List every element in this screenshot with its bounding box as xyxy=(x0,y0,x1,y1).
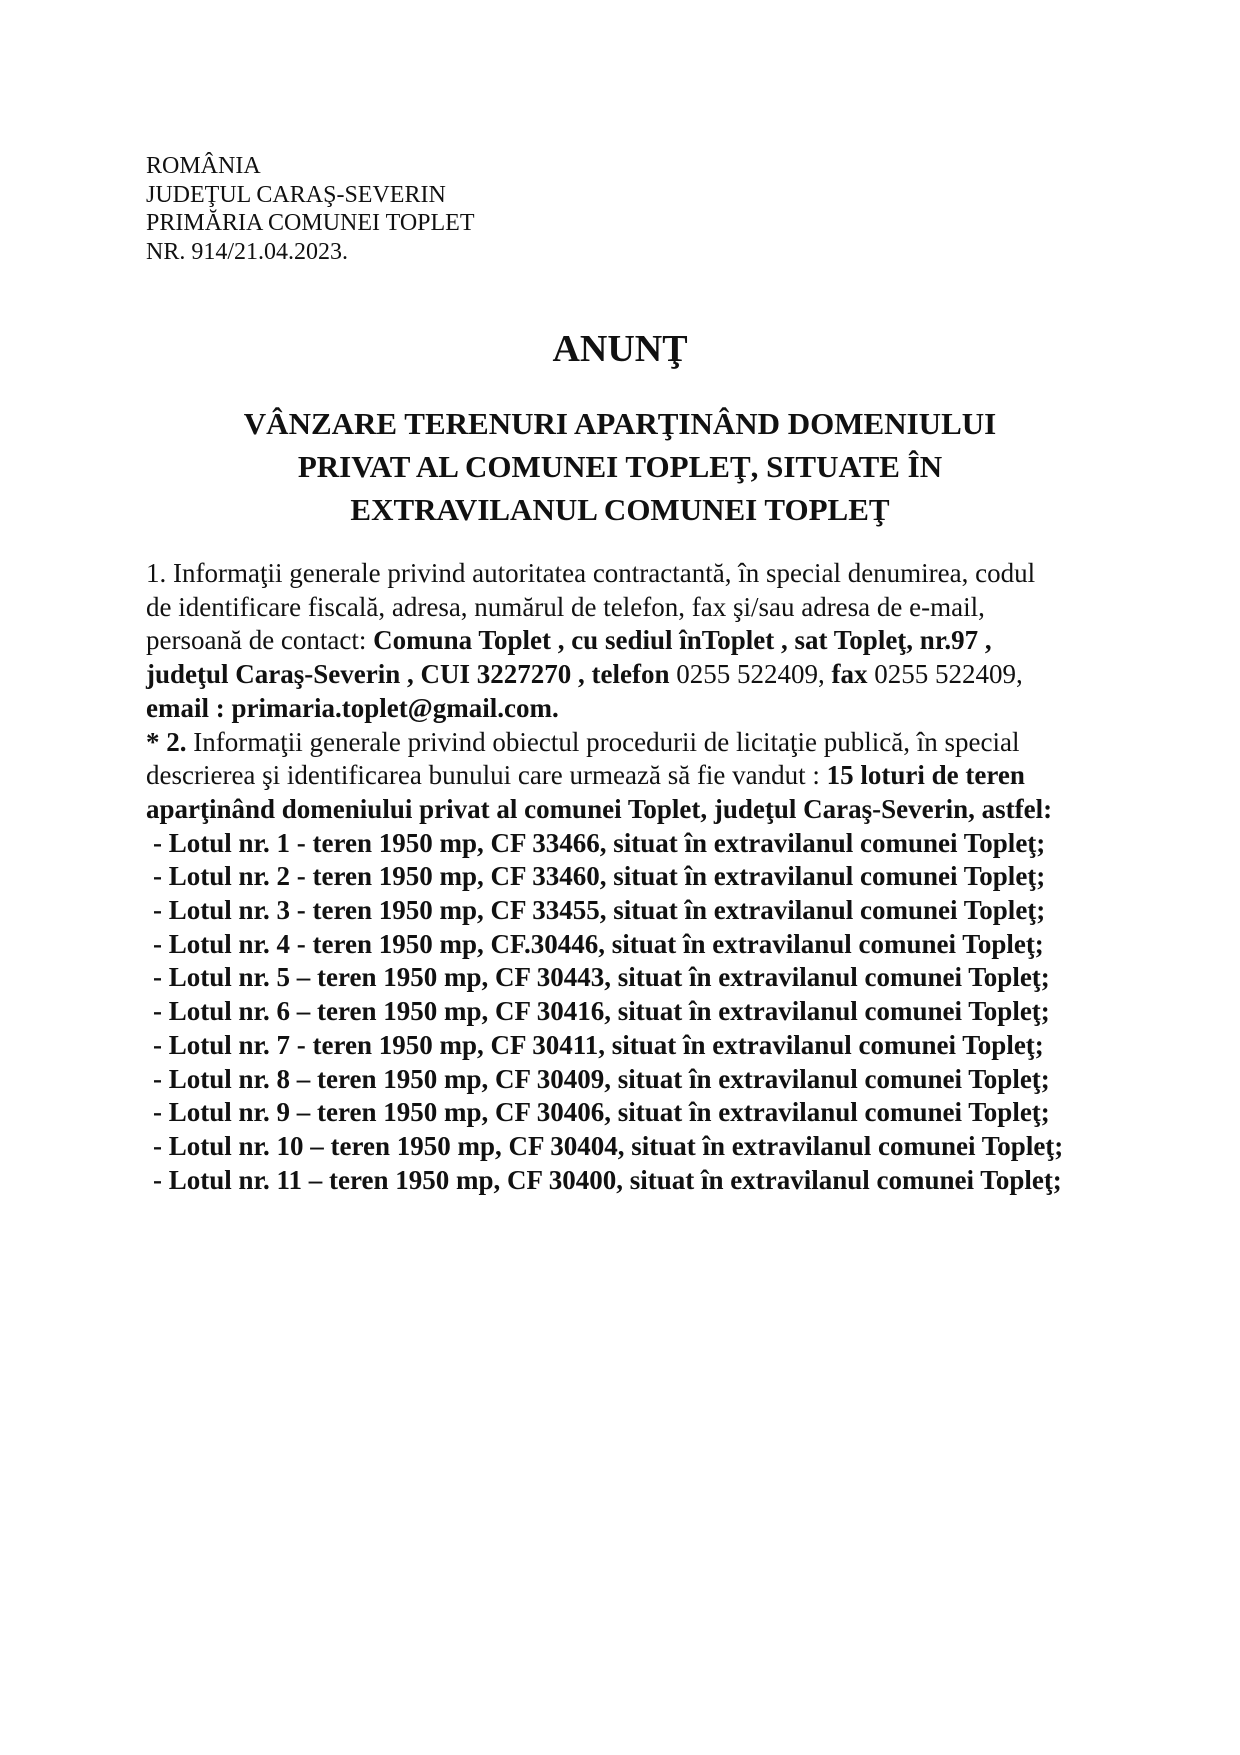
fax-number: 0255 522409, xyxy=(867,659,1023,690)
lot-text: - Lotul nr. 7 - teren 1950 mp, CF 30411, situat în extravilanul comunei Topleţ; xyxy=(153,1029,1044,1060)
country-line: ROMÂNIA xyxy=(146,153,261,179)
section-intro: Informaţii generale privind obiectul procedurii de licitaţie publică, în special descrierea şi identificarea bunului care urmează să fie vandut : xyxy=(146,726,1020,791)
phone-number: 0255 522409, xyxy=(669,659,832,690)
lot-text: - Lotul nr. 8 – teren 1950 mp, CF 30409, situat în extravilanul comunei Topleţ; xyxy=(153,1063,1050,1094)
lot-text: - Lotul nr. 4 - teren 1950 mp, CF.30446, situat în extravilanul comunei Topleţ; xyxy=(153,928,1044,959)
list-item xyxy=(146,827,1066,861)
lot-text: - Lotul nr. 1 - teren 1950 mp, CF 33466, situat în extravilanul comunei Topleţ; xyxy=(153,827,1046,858)
page-title: ANUNŢ xyxy=(552,328,688,370)
list-item xyxy=(146,995,1066,1029)
lot-text: - Lotul nr. 11 – teren 1950 mp, CF 30400, situat în extravilanul comunei Topleţ; xyxy=(153,1164,1062,1195)
lot-text: - Lotul nr. 5 – teren 1950 mp, CF 30443, situat în extravilanul comunei Topleţ; xyxy=(153,962,1050,993)
lot-text: - Lotul nr. 10 – teren 1950 mp, CF 30404, situat în extravilanul comunei Topleţ; xyxy=(153,1130,1064,1161)
list-item xyxy=(146,1164,1066,1198)
list-item xyxy=(146,860,1066,894)
section-intro: 1. Informaţii generale privind autoritatea contractantă, în special denumirea, codul de identificare fiscală, adresa, numărul de telefon, fax şi/sau adresa de e-mail, persoană de contact: xyxy=(146,558,1036,656)
announcement-body xyxy=(146,557,1066,1197)
fax-label: fax xyxy=(831,659,868,690)
subtitle-line: PRIVAT AL COMUNEI TOPLEŢ, SITUATE ÎN xyxy=(297,449,943,484)
list-item xyxy=(146,894,1066,928)
lots-list xyxy=(146,827,1066,1198)
authority-details: Comuna Toplet , cu sediul înToplet , sat Topleţ, nr.97 , judeţul Caraş-Severin , CUI 3227270 , telefon xyxy=(146,625,992,690)
list-item xyxy=(146,1130,1066,1164)
subtitle-line: VÂNZARE TERENURI APARŢINÂND DOMENIULUI xyxy=(243,406,997,441)
section-marker: * 2. xyxy=(146,726,187,757)
lot-text: - Lotul nr. 3 - teren 1950 mp, CF 33455, situat în extravilanul comunei Topleţ; xyxy=(153,895,1046,926)
list-item xyxy=(146,1096,1066,1130)
list-item xyxy=(146,1063,1066,1097)
county-line: JUDEŢUL CARAŞ-SEVERIN xyxy=(146,181,446,208)
email-address: email : primaria.toplet@gmail.com. xyxy=(146,692,559,723)
list-item xyxy=(146,928,1066,962)
lot-text: - Lotul nr. 9 – teren 1950 mp, CF 30406, situat în extravilanul comunei Topleţ; xyxy=(153,1097,1050,1128)
lot-text: - Lotul nr. 2 - teren 1950 mp, CF 33460, situat în extravilanul comunei Topleţ; xyxy=(153,861,1046,892)
letterhead xyxy=(146,152,474,266)
list-item xyxy=(146,1029,1066,1063)
section-procedure-object xyxy=(146,726,1066,827)
section-contracting-authority xyxy=(146,557,1066,726)
lot-text: - Lotul nr. 6 – teren 1950 mp, CF 30416, situat în extravilanul comunei Topleţ; xyxy=(153,996,1050,1027)
list-item xyxy=(146,961,1066,995)
subtitle-line: EXTRAVILANUL COMUNEI TOPLEŢ xyxy=(350,492,890,527)
announcement-subtitle xyxy=(140,402,1100,531)
institution-line: PRIMĂRIA COMUNEI TOPLET xyxy=(146,210,475,236)
registration-number: NR. 914/21.04.2023. xyxy=(146,238,349,265)
lots-summary: 15 loturi de teren aparţinând domeniului privat al comunei Toplet, judeţul Caraş-Severin, astfel: xyxy=(146,760,1053,824)
